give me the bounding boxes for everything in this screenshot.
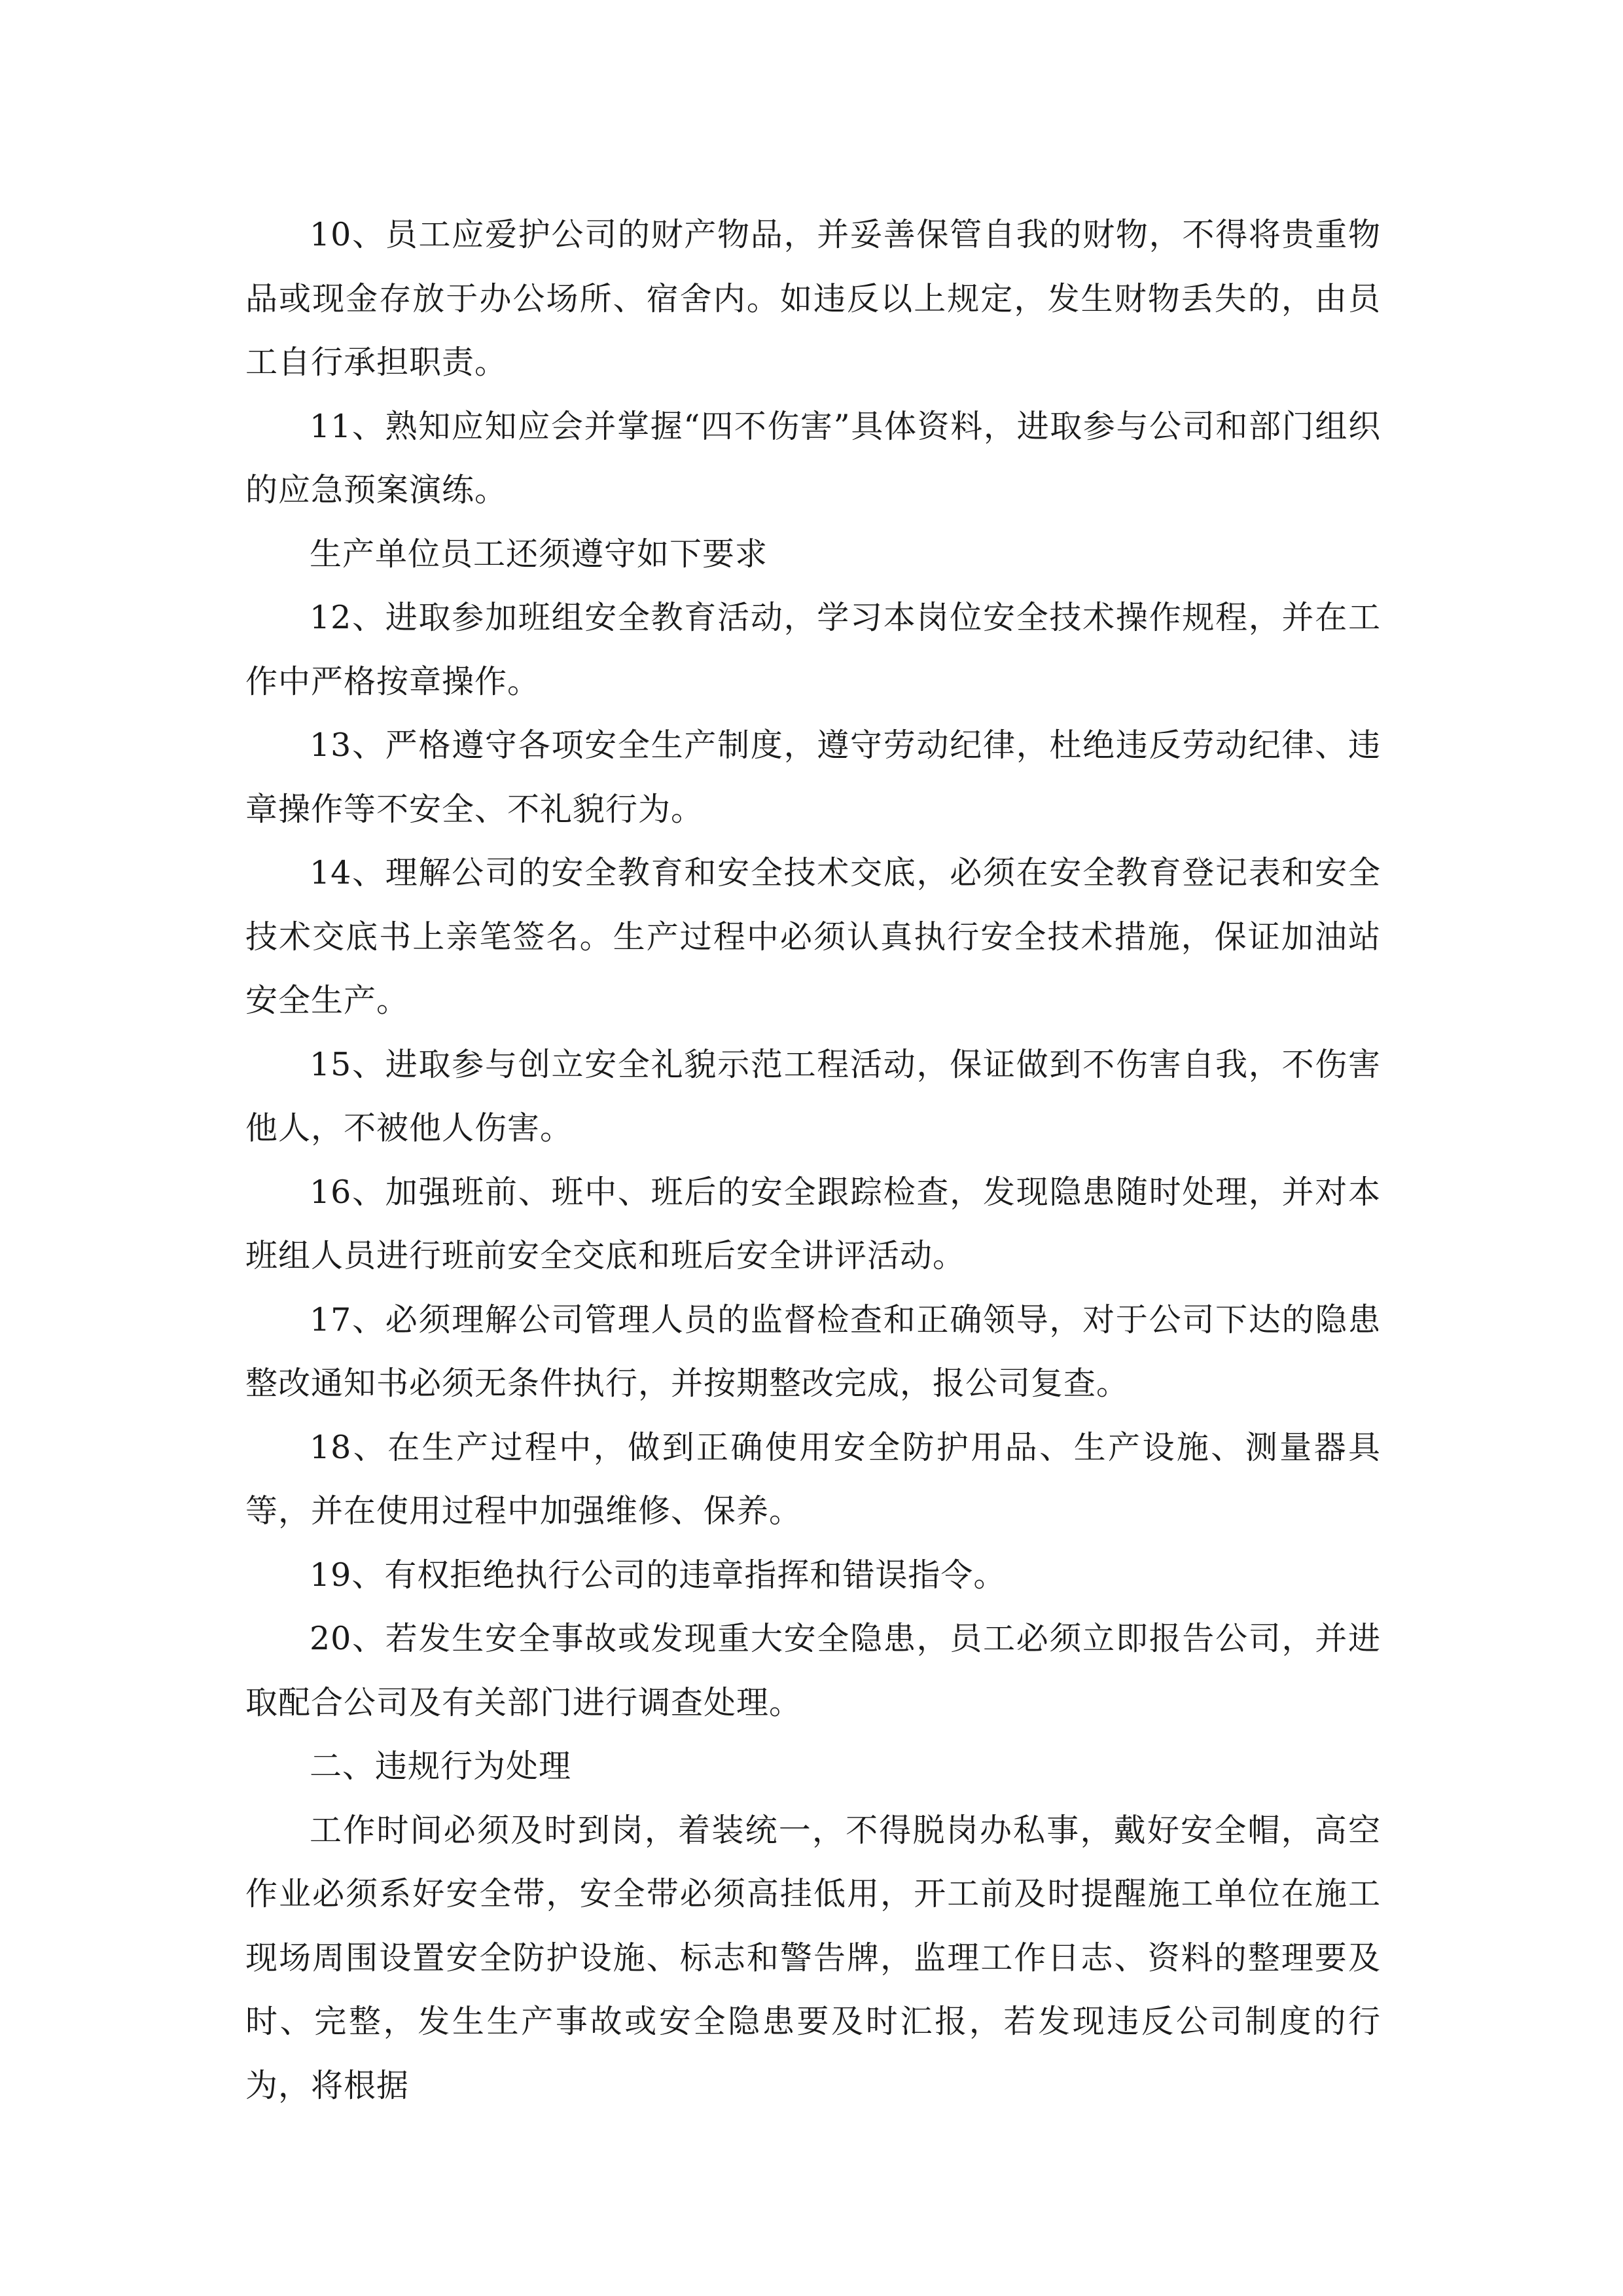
paragraph-violations-body: 工作时间必须及时到岗，着装统一，不得脱岗办私事，戴好安全帽，高空作业必须系好安全带，安全带必须高挂低用，开工前及时提醒施工单位在施工现场周围设置安全防护设施、标志和警告牌，监理工作日志、资料的整理要及时、完整，发生生产事故或安全隐患要及时汇报，若发现违反公司制度的行为，将根据 <box>245 1811 1381 2104</box>
paragraph-item-12: 12、进取参加班组安全教育活动，学习本岗位安全技术操作规程，并在工作中严格按章操作。 <box>245 599 1381 700</box>
paragraph-item-19: 19、有权拒绝执行公司的违章指挥和错误指令。 <box>310 1556 1007 1594</box>
paragraph-item-13: 13、严格遵守各项安全生产制度，遵守劳动纪律，杜绝违反劳动纪律、违章操作等不安全、不礼貌行为。 <box>245 726 1381 828</box>
section-heading-violations: 二、违规行为处理 <box>310 1748 572 1785</box>
paragraph-item-17: 17、必须理解公司管理人员的监督检查和正确领导，对于公司下达的隐患整改通知书必须无条件执行，并按期整改完成，报公司复查。 <box>245 1300 1381 1402</box>
paragraph-item-14: 14、理解公司的安全教育和安全技术交底，必须在安全教育登记表和安全技术交底书上亲笔签名。生产过程中必须认真执行安全技术措施，保证加油站安全生产。 <box>245 854 1381 1019</box>
section-note-production-units: 生产单位员工还须遵守如下要求 <box>310 535 768 573</box>
paragraph-item-16: 16、加强班前、班中、班后的安全跟踪检查，发现隐患随时处理，并对本班组人员进行班前安全交底和班后安全讲评活动。 <box>245 1173 1381 1274</box>
paragraph-item-15: 15、进取参与创立安全礼貌示范工程活动，保证做到不伤害自我，不伤害他人，不被他人伤害。 <box>245 1045 1381 1147</box>
paragraph-item-18: 18、在生产过程中，做到正确使用安全防护用品、生产设施、测量器具等，并在使用过程中加强维修、保养。 <box>245 1428 1381 1530</box>
paragraph-item-11: 11、熟知应知应会并掌握“四不伤害”具体资料，进取参与公司和部门组织的应急预案演练。 <box>245 407 1381 509</box>
paragraph-item-20: 20、若发生安全事故或发现重大安全隐患，员工必须立即报告公司，并进取配合公司及有关部门进行调查处理。 <box>245 1620 1381 1721</box>
paragraph-item-10: 10、员工应爱护公司的财产物品，并妥善保管自我的财物，不得将贵重物品或现金存放于办公场所、宿舍内。如违反以上规定，发生财物丢失的，由员工自行承担职责。 <box>245 216 1381 381</box>
document-body <box>245 203 1381 2117</box>
